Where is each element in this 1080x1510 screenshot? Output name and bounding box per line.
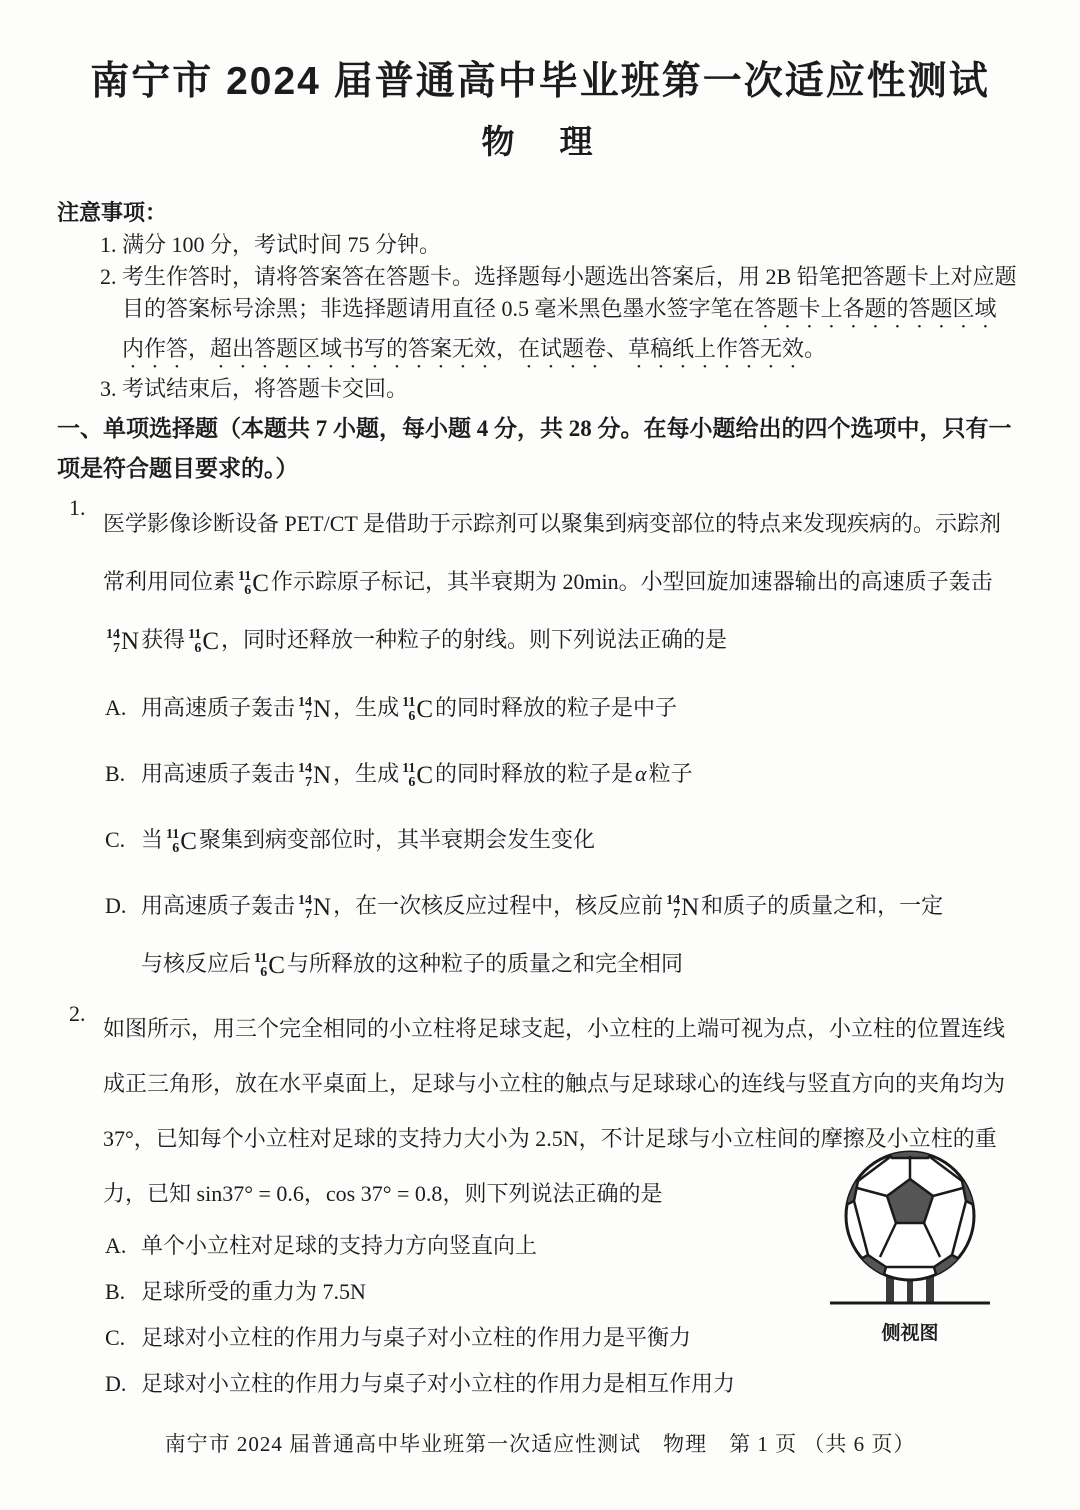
notice-item-1 (100, 229, 1018, 261)
question-2-text-part-1: 如图所示，用三个完全相同的小立柱将足球支起，小立柱的上端可视为点，小立柱的位置连线成正三角形，放在水平桌面上，足球与小立柱的触点与足球球心的连线与竖直方向的夹角均为 37°，已知每个小立柱对足球的支持力大小为 2.5N，不计足球与小立柱间的摩擦及小立柱的重力，已知 (103, 1016, 1006, 1206)
option-c-text: 足球对小立柱的作用力与桌子对小立柱的作用力是平衡力 (141, 1325, 692, 1350)
notice-item-1-num: 1. (100, 232, 117, 257)
question-1 (57, 495, 1018, 993)
notice-item-3-num: 3. (100, 376, 117, 401)
option-b-label: B. (105, 1279, 126, 1304)
option-a-label: A. (105, 1233, 127, 1258)
question-1-option-a (57, 679, 956, 737)
notice-item-3-text: 考试结束后，将答题卡交回。 (122, 376, 409, 401)
nuclide-n14: 14 7 N (666, 892, 700, 922)
question-2-option-c (57, 1315, 956, 1361)
option-b-label: B. (105, 761, 126, 786)
question-1-options (57, 679, 1018, 993)
notice-item-2 (100, 261, 1018, 373)
option-d-label: D. (105, 1371, 127, 1396)
question-1-option-c (57, 811, 956, 869)
exam-title: 南宁市 2024 届普通高中毕业班第一次适应性测试 (90, 60, 990, 103)
question-1-text-part-4: ，同时还释放一种粒子的射线。则下列说法正确的是 (221, 627, 728, 652)
alpha-symbol: α (635, 761, 647, 786)
notice-item-1-text: 满分 100 分，考试时间 75 分钟。 (122, 232, 442, 257)
option-b-text-1: 用高速质子轰击 (141, 761, 296, 786)
question-1-text-part-1: 医学影像诊断设备 PET/CT 是借助于示踪剂可以聚集到病变部位的特点来发现疾病的。示踪剂常利用同位素 (103, 511, 1001, 594)
section-1-label: 一、单项选择题 (57, 416, 218, 441)
option-d-label: D. (105, 893, 127, 918)
question-1-number: 1. (69, 495, 86, 520)
section-1-desc: （本题共 7 小题，每小题 4 分，共 28 分。在每小题给出的四个选项中，只有一项是符合题目要求的。） (57, 416, 1012, 481)
nuclide-n14: 14 7 N (106, 626, 140, 656)
nuclide-c11: 11 6 C (254, 950, 285, 980)
question-2-number: 2. (69, 1001, 86, 1026)
notice-item-2-text: 考生作答时，请将答案答在答题卡。选择题每小题选出答案后，用 2B 铅笔把答题卡上对应题目的答案标号涂黑；非选择题请用直径 0.5 毫米黑色墨水签字笔在 (122, 264, 1017, 321)
nuclide-n14: 14 7 N (298, 892, 332, 922)
notice-item-2-comma: ， (188, 336, 211, 361)
nuclide-c11: 11 6 C (166, 826, 197, 856)
option-a-text-1: 用高速质子轰击 (141, 695, 296, 720)
question-2-option-a (57, 1223, 956, 1269)
question-1-text-part-3: 获得 (141, 627, 186, 652)
question-1-text (57, 495, 1018, 669)
notice-heading: 注意事项： (57, 200, 168, 225)
question-2-option-d (57, 1361, 956, 1407)
option-d-text: 足球对小立柱的作用力与桌子对小立柱的作用力是相互作用力 (141, 1371, 736, 1396)
notice-section (57, 197, 1018, 405)
question-1-option-d (57, 877, 956, 993)
soccer-ball-illustration (828, 1143, 992, 1311)
option-d-text-3: 和质子的质量之和，一定与核反应后 (141, 893, 944, 976)
option-c-text-1: 当 (141, 827, 164, 852)
nuclide-c11: 11 6 C (238, 568, 269, 598)
option-a-text-3: 的同时释放的粒子是中子 (435, 695, 678, 720)
nuclide-n14: 14 7 N (298, 694, 332, 724)
option-b-text-3: 的同时释放的粒子是 (435, 761, 634, 786)
section-1-header (57, 409, 1020, 489)
option-c-text-2: 聚集到病变部位时，其半衰期会发生变化 (198, 827, 595, 852)
nuclide-c11: 11 6 C (188, 626, 219, 656)
soccer-ball-figure (828, 1143, 992, 1345)
option-d-text-4: 与所释放的这种粒子的质量之和完全相同 (286, 951, 683, 976)
nuclide-n14: 14 7 N (298, 760, 332, 790)
option-a-text: 单个小立柱对足球的支持力方向竖直向上 (141, 1233, 538, 1258)
notice-item-3 (100, 373, 1018, 405)
option-b-text: 足球所受的重力为 7.5N (141, 1279, 366, 1304)
question-2-text-part-2: ，则下列说法正确的是 (442, 1181, 663, 1206)
option-c-label: C. (105, 1325, 126, 1350)
nuclide-c11: 11 6 C (402, 760, 434, 790)
question-1-option-b (57, 745, 956, 803)
notice-item-2-emphasis-1: 答题卡上各题的答题区域内作答 (122, 296, 997, 361)
notice-item-2-emphasis-2: 超出答题区域书写的答案无效，在试题卷、草稿纸上作答无效。 (210, 336, 827, 361)
page-footer: 南宁市 2024 届普通高中毕业班第一次适应性测试 物理 第 1 页 （共 6 页） (164, 1432, 916, 1456)
option-d-text-1: 用高速质子轰击 (141, 893, 296, 918)
option-b-text-4: 粒子 (648, 761, 693, 786)
figure-caption: 侧视图 (881, 1323, 939, 1344)
option-a-text-2: ，生成 (333, 695, 400, 720)
exam-subject: 物 理 (481, 123, 599, 160)
nuclide-c11: 11 6 C (402, 694, 434, 724)
option-b-text-2: ，生成 (333, 761, 400, 786)
option-c-label: C. (105, 827, 126, 852)
question-1-text-part-2: 作示踪原子标记，其半衰期为 20min。小型回旋加速器输出的高速质子轰击 (270, 569, 993, 594)
option-d-text-2: ，在一次核反应过程中，核反应前 (333, 893, 664, 918)
notice-item-2-num: 2. (100, 264, 117, 289)
question-2-option-b (57, 1269, 956, 1315)
option-a-label: A. (105, 695, 127, 720)
question-2-formula: sin37° = 0.6，cos 37° = 0.8 (196, 1181, 443, 1206)
